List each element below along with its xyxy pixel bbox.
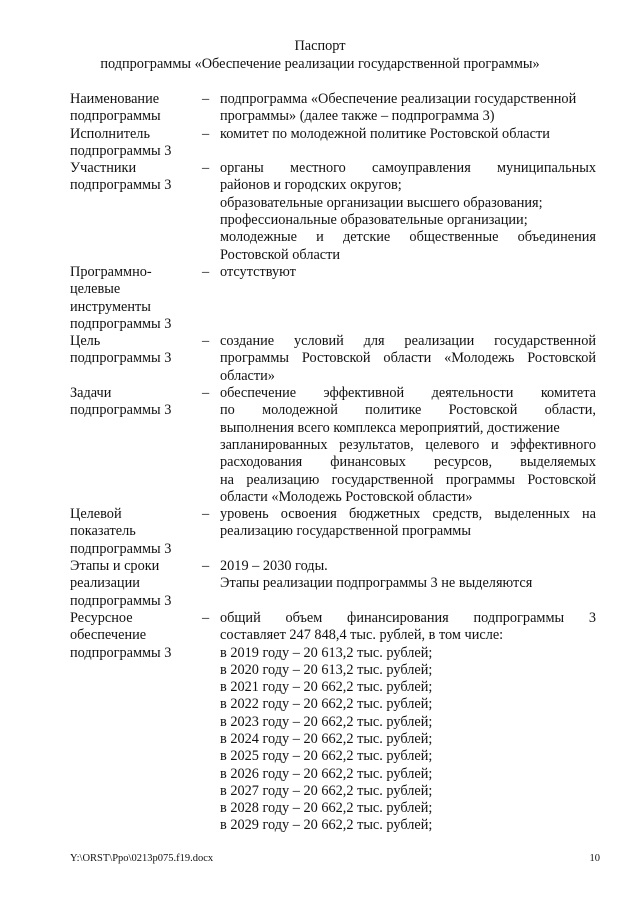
row-label-line: показатель	[70, 523, 136, 540]
row-value	[220, 610, 596, 835]
row-label-line: подпрограммы 3	[70, 315, 172, 332]
row-value-line: в 2020 году – 20 613,2 тыс. рублей;	[220, 661, 433, 678]
row-label-line: подпрограммы 3	[70, 592, 172, 609]
row-label	[70, 91, 202, 126]
document-title	[0, 37, 640, 73]
row-label-line: подпрограммы 3	[70, 402, 172, 419]
footer-page-number: 10	[589, 853, 600, 864]
passport-row	[70, 558, 600, 610]
row-value-line: по молодежной политике Ростовской области,	[220, 402, 596, 419]
row-label-line: Наименование	[70, 91, 160, 107]
passport-row	[70, 126, 600, 161]
row-value-line: в 2027 году – 20 662,2 тыс. рублей;	[220, 782, 433, 799]
row-label-line: целевые	[70, 281, 121, 298]
row-value-line: в 2026 году – 20 662,2 тыс. рублей;	[220, 765, 433, 782]
row-label	[70, 385, 202, 420]
row-label-line: Цель	[70, 333, 101, 350]
row-value	[220, 91, 596, 126]
row-value	[220, 126, 596, 143]
row-value-line: в 2023 году – 20 662,2 тыс. рублей;	[220, 713, 433, 730]
row-value-line: в 2028 году – 20 662,2 тыс. рублей;	[220, 800, 433, 817]
passport-row	[70, 160, 600, 264]
row-value	[220, 506, 596, 541]
row-value-line: районов и городских округов;	[220, 177, 402, 194]
page-footer	[70, 853, 600, 864]
row-value-line: в 2029 году – 20 662,2 тыс. рублей;	[220, 817, 433, 834]
row-value-line: в 2019 году – 20 613,2 тыс. рублей;	[220, 644, 433, 661]
row-label-line: Этапы и сроки	[70, 558, 160, 575]
row-value-line: Этапы реализации подпрограммы 3 не выделяются	[220, 575, 533, 592]
row-label-line: подпрограммы 3	[70, 177, 172, 194]
row-value-line: органы местного самоуправления муниципальных	[220, 160, 596, 177]
row-value-line: области «Молодежь Ростовской области»	[220, 488, 473, 505]
row-label	[70, 333, 202, 368]
row-label-line: Исполнитель	[70, 125, 150, 142]
row-label-line: Ресурсное	[70, 609, 133, 626]
passport-row	[70, 385, 600, 506]
row-value-line: комитет по молодежной политике Ростовской области	[220, 125, 550, 142]
row-dash: –	[202, 333, 210, 350]
row-value-line: Ростовской области	[220, 246, 341, 263]
row-value-line: обеспечение эффективной деятельности комитета	[220, 385, 596, 402]
row-value	[220, 160, 596, 264]
row-label-line: Участники	[70, 160, 137, 177]
passport-row	[70, 333, 600, 385]
row-dash: –	[202, 609, 210, 626]
passport-table	[70, 91, 600, 835]
row-value-line: образовательные организации высшего образования;	[220, 194, 543, 211]
row-label	[70, 506, 202, 558]
row-value-line: общий объем финансирования подпрограммы 3	[220, 609, 596, 626]
row-value-line: молодежные и детские общественные объединения	[220, 229, 596, 246]
row-value-line: выполнения всего комплекса мероприятий, достижение	[220, 419, 560, 436]
row-value-line: на реализацию государственной программы Ростовской	[220, 471, 596, 488]
row-value-line: создание условий для реализации государственной	[220, 333, 596, 350]
row-value-line: в 2022 году – 20 662,2 тыс. рублей;	[220, 696, 433, 713]
row-dash: –	[202, 506, 210, 523]
row-value-line: реализацию государственной программы	[220, 523, 471, 540]
row-label-line: обеспечение	[70, 627, 147, 644]
row-label	[70, 264, 202, 333]
row-label-line: подпрограммы 3	[70, 142, 172, 159]
row-label-line: подпрограммы 3	[70, 350, 172, 367]
row-label	[70, 558, 202, 610]
row-value-line: отсутствуют	[220, 263, 296, 280]
footer-file-path: Y:\ORST\Ppo\0213p075.f19.docx	[70, 853, 214, 864]
row-value	[220, 558, 596, 593]
row-value-line: запланированных результатов, целевого и эффективного	[220, 436, 596, 453]
row-value	[220, 333, 596, 385]
passport-row	[70, 91, 600, 126]
row-dash: –	[202, 125, 210, 142]
row-label	[70, 160, 202, 195]
row-value-line: 2019 – 2030 годы.	[220, 558, 328, 575]
row-value-line: профессиональные образовательные организации;	[220, 212, 528, 229]
row-label-line: реализации	[70, 575, 140, 592]
row-label-line: подпрограммы	[70, 108, 161, 125]
row-label-line: Программно-	[70, 263, 152, 280]
row-dash: –	[202, 385, 210, 402]
row-label-line: подпрограммы 3	[70, 644, 172, 661]
row-value-line: составляет 247 848,4 тыс. рублей, в том числе:	[220, 627, 504, 644]
row-label-line: инструменты	[70, 298, 151, 315]
row-value	[220, 264, 596, 281]
row-dash: –	[202, 160, 210, 177]
row-label-line: подпрограммы 3	[70, 540, 172, 557]
row-value-line: в 2021 году – 20 662,2 тыс. рублей;	[220, 679, 433, 696]
passport-row	[70, 610, 600, 835]
row-dash: –	[202, 558, 210, 575]
passport-row	[70, 506, 600, 558]
row-value-line: программы Ростовской области «Молодежь Ростовской	[220, 350, 596, 367]
passport-row	[70, 264, 600, 333]
row-label	[70, 126, 202, 161]
row-value-line: уровень освоения бюджетных средств, выделенных на	[220, 506, 596, 523]
row-value-line: подпрограмма «Обеспечение реализации государственной	[220, 91, 577, 107]
row-value-line: в 2024 году – 20 662,2 тыс. рублей;	[220, 730, 433, 747]
row-value-line: расходования финансовых ресурсов, выделяемых	[220, 454, 596, 471]
title-passport: Паспорт	[294, 38, 346, 54]
row-label-line: Задачи	[70, 385, 112, 402]
row-label	[70, 610, 202, 662]
row-dash: –	[202, 263, 210, 280]
title-subprogram: подпрограммы «Обеспечение реализации государственной программы»	[100, 56, 540, 72]
row-value-line: в 2025 году – 20 662,2 тыс. рублей;	[220, 748, 433, 765]
row-value	[220, 385, 596, 506]
row-value-line: программы» (далее также – подпрограмма 3)	[220, 108, 495, 125]
row-dash: –	[202, 91, 210, 107]
row-value-line: области»	[220, 367, 275, 384]
row-label-line: Целевой	[70, 506, 122, 523]
